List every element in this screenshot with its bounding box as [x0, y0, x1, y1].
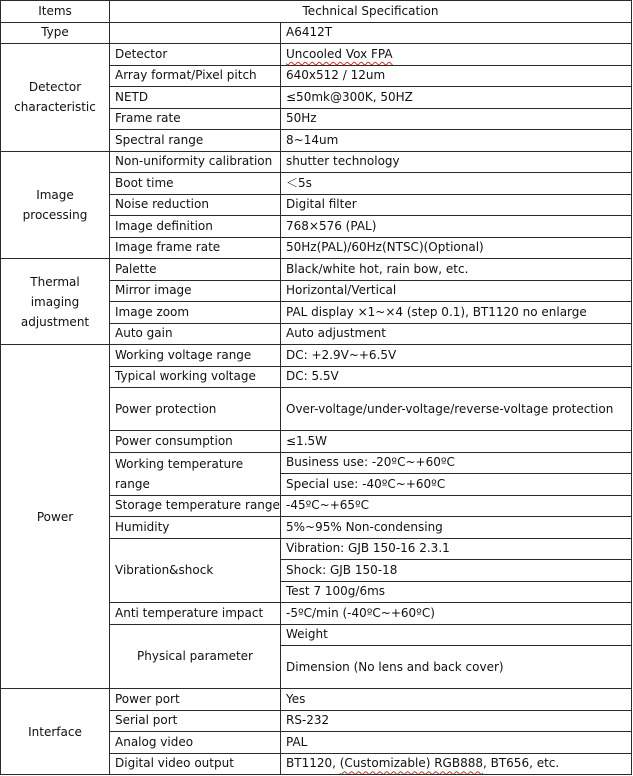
table-row — [1, 689, 632, 711]
row-value: ≤1.5W — [281, 431, 632, 453]
row-value: Over-voltage/under-voltage/reverse-voltage protection — [281, 388, 632, 431]
detector-value: Uncooled Vox FPA — [286, 46, 393, 61]
row-value: Yes — [281, 689, 632, 711]
row-label: Typical working voltage — [110, 366, 281, 388]
row-label: Storage temperature range — [110, 495, 281, 517]
header-items: Items — [1, 1, 110, 23]
row-label: Power port — [110, 689, 281, 711]
row-value: DC: 5.5V — [281, 366, 632, 388]
row-value: 768×576 (PAL) — [281, 216, 632, 238]
digital-value-pre: BT1120, — [286, 756, 340, 771]
header-spec: Technical Specification — [110, 1, 632, 23]
row-label: Array format/Pixel pitch — [110, 65, 281, 87]
table-row — [1, 44, 632, 66]
group-physical: Physical parameter — [110, 624, 281, 689]
row-value: RS-232 — [281, 710, 632, 732]
row-label: Image zoom — [110, 302, 281, 324]
row-label: NETD — [110, 87, 281, 109]
row-label: Non-uniformity calibration — [110, 151, 281, 173]
row-value: 8~14um — [281, 130, 632, 152]
row-label: Digital video output — [110, 753, 281, 775]
group-detector: Detector characteristic — [1, 44, 110, 152]
row-label: Vibration&shock — [110, 538, 281, 603]
row-label: Anti temperature impact — [110, 603, 281, 625]
table-row — [1, 345, 632, 367]
row-value: -5ºC/min (-40ºC~+60ºC) — [281, 603, 632, 625]
row-value: 50Hz — [281, 108, 632, 130]
type-row — [1, 22, 632, 44]
type-value: A6412T — [281, 22, 632, 44]
row-label: Auto gain — [110, 323, 281, 345]
group-image-processing: Image processing — [1, 151, 110, 259]
row-value: ＜5s — [281, 173, 632, 195]
row-value: 640x512 / 12um — [281, 65, 632, 87]
row-label: Palette — [110, 259, 281, 281]
row-label: Boot time — [110, 173, 281, 195]
row-label: Power protection — [110, 388, 281, 431]
row-label: Dimension (No lens and back cover) — [281, 646, 632, 689]
row-value: 50Hz(PAL)/60Hz(NTSC)(Optional) — [281, 237, 632, 259]
type-label: Type — [1, 22, 110, 44]
group-interface: Interface — [1, 689, 110, 775]
row-label: Serial port — [110, 710, 281, 732]
row-label: Image frame rate — [110, 237, 281, 259]
row-label: Image definition — [110, 216, 281, 238]
row-value: Digital filter — [281, 194, 632, 216]
row-value: 5%~95% Non-condensing — [281, 517, 632, 539]
header-row — [1, 1, 632, 23]
type-blank — [110, 22, 281, 44]
group-thermal: Thermal imaging adjustment — [1, 259, 110, 345]
row-value: Test 7 100g/6ms — [281, 581, 632, 603]
row-label: Spectral range — [110, 130, 281, 152]
row-value — [281, 44, 632, 66]
row-value: ≤50mk@300K, 50HZ — [281, 87, 632, 109]
row-value: Black/white hot, rain bow, etc. — [281, 259, 632, 281]
row-label: Humidity — [110, 517, 281, 539]
row-label: Detector — [110, 44, 281, 66]
row-value: PAL display ×1~×4 (step 0.1), BT1120 no enlarge — [281, 302, 632, 324]
row-value: Horizontal/Vertical — [281, 280, 632, 302]
row-label: Weight — [281, 624, 632, 646]
row-value: Business use: -20ºC~+60ºC — [281, 452, 632, 474]
row-label: Working voltage range — [110, 345, 281, 367]
row-value: shutter technology — [281, 151, 632, 173]
table-row — [1, 259, 632, 281]
row-label: Working temperature range — [110, 452, 281, 495]
row-value: Auto adjustment — [281, 323, 632, 345]
row-value: DC: +2.9V~+6.5V — [281, 345, 632, 367]
row-value: Vibration: GJB 150-16 2.3.1 — [281, 538, 632, 560]
row-value: PAL — [281, 732, 632, 754]
row-value — [281, 753, 632, 775]
digital-value-mark: (Customizable) RGB888 — [339, 756, 483, 771]
row-label: Frame rate — [110, 108, 281, 130]
row-label: Mirror image — [110, 280, 281, 302]
row-label: Power consumption — [110, 431, 281, 453]
row-value: Shock: GJB 150-18 — [281, 560, 632, 582]
table-row — [1, 151, 632, 173]
group-power: Power — [1, 345, 110, 689]
row-label: Noise reduction — [110, 194, 281, 216]
row-label: Analog video — [110, 732, 281, 754]
row-value: -45ºC~+65ºC — [281, 495, 632, 517]
digital-value-post: , BT656, etc. — [482, 756, 560, 771]
row-value: Special use: -40ºC~+60ºC — [281, 474, 632, 496]
